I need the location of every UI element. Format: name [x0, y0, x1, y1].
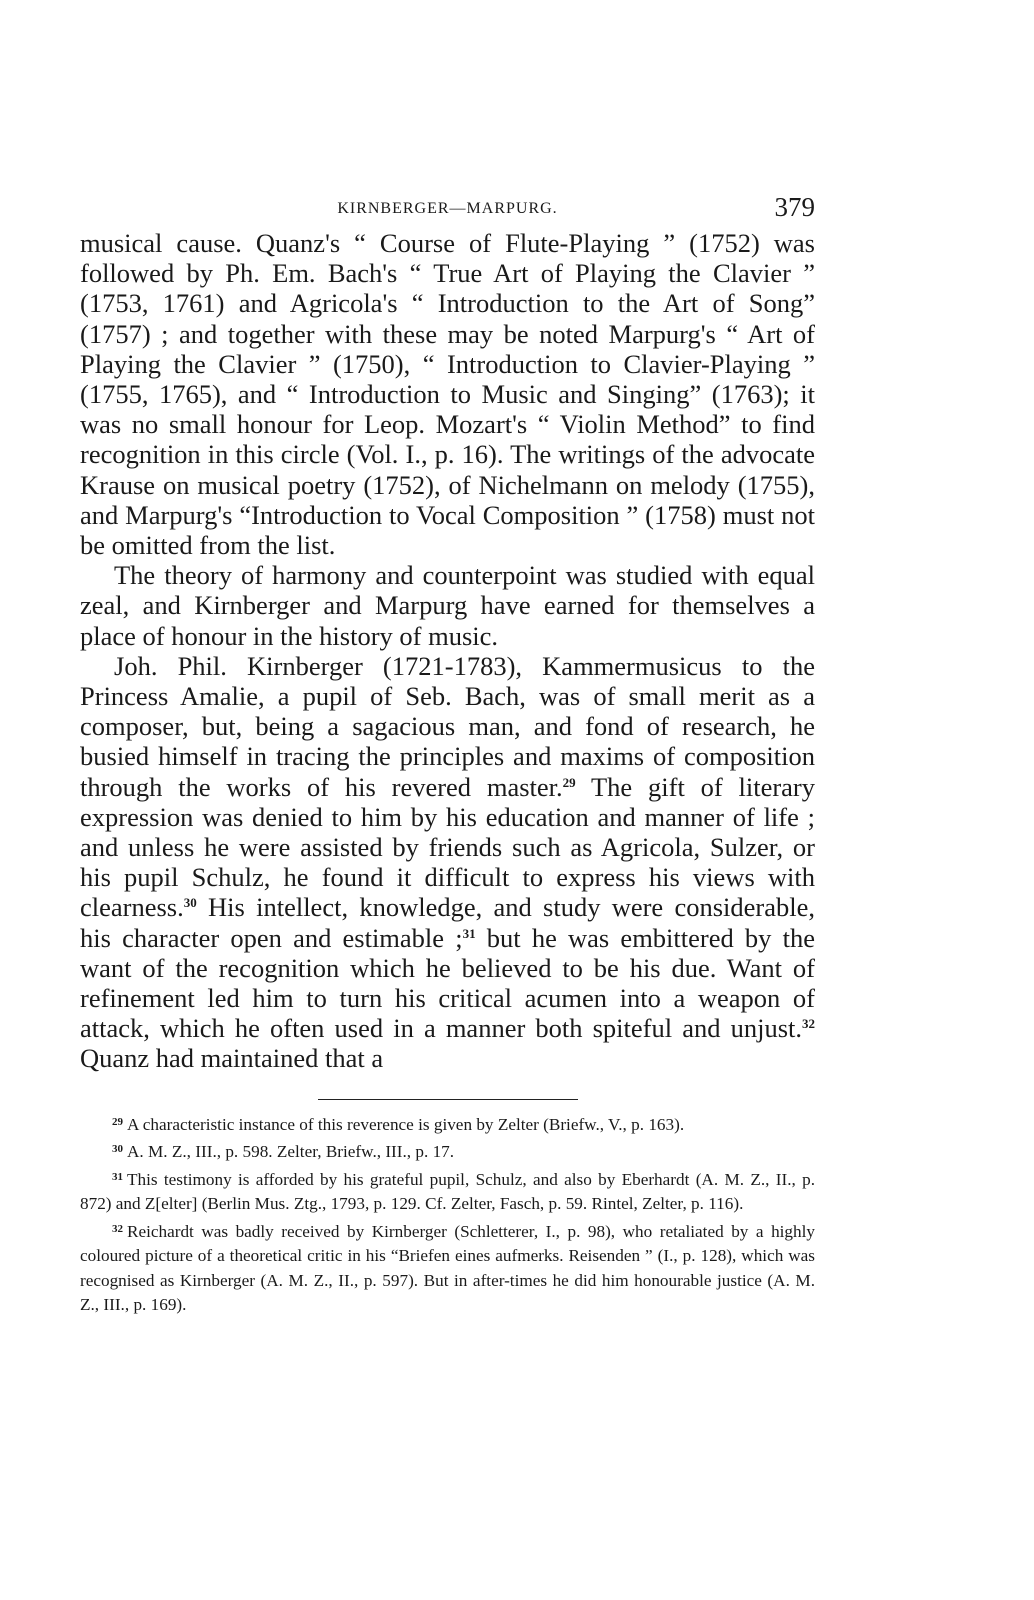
footnote-text: A. M. Z., III., p. 598. Zelter, Briefw., III., p. 17.	[127, 1142, 455, 1162]
paragraph-3-text-d: but he was embittered by the want of the recognition which he believed to be his due. Want of refinement led him to turn his critical acumen into a weapon of attack, which he often used in a manner both spiteful and unjust.	[80, 922, 815, 1044]
note-ref-32[interactable]: 32	[802, 1016, 815, 1032]
footnote-number: 32	[112, 1222, 123, 1235]
footnote-number: 29	[112, 1115, 123, 1128]
footnote-32	[80, 1217, 815, 1318]
running-head	[80, 188, 815, 228]
body-text	[80, 228, 815, 1074]
paragraph-3-text-c: His intellect, knowledge, and study were considerable, his character open and estimable ;	[80, 892, 815, 953]
paragraph-3-text-b: The gift of literary expression was denied to him by his education and manner of life ; and unless he were assisted by friends such as Agricola, Sulzer, or his pupil Schulz, he found it difficult to express his views with clearness.	[80, 771, 816, 923]
footnote-divider	[318, 1099, 578, 1100]
footnote-30	[80, 1137, 815, 1165]
footnote-29	[80, 1110, 815, 1138]
paragraph-2	[80, 560, 815, 651]
paragraph-3-text-a: Joh. Phil. Kirnberger (1721-1783), Kammermusicus to the Princess Amalie, a pupil of Seb. Bach, was of small merit as a composer, but, being a sagacious man, and fond of research, he busied himself in tracing the principles and maxims of composition through the works of his revered master.	[80, 650, 815, 802]
footnote-number: 31	[112, 1170, 123, 1183]
page-number: 379	[774, 192, 815, 222]
running-title: KIRNBERGER—MARPURG.	[337, 200, 558, 217]
paragraph-1	[80, 228, 815, 560]
note-ref-29[interactable]: 29	[562, 774, 576, 790]
footnote-text: A characteristic instance of this reverence is given by Zelter (Briefw., V., p. 163).	[127, 1114, 685, 1134]
paragraph-2-text: The theory of harmony and counterpoint was studied with equal zeal, and Kirnberger and Marpurg have earned for themselves a place of honour in the history of music.	[80, 560, 815, 651]
footnote-text: Reichardt was badly received by Kirnberger (Schletterer, I., p. 98), who retaliated by a highly coloured picture of a theoretical critic in his “Briefen eines aufmerks. Reisenden ” (I., p. 128), which was recognised as Kirnberger (A. M. Z., II., p. 597). But in after-times he did him honourable justice (A. M. Z., III., p. 169).	[80, 1221, 815, 1315]
paragraph-1-text: musical cause. Quanz's “ Course of Flute-Playing ” (1752) was followed by Ph. Em. Bach's “ True Art of Playing the Clavier ” (1753, 1761) and Agricola's “ Introduction to the Art of Song” (1757) ; and together with these may be noted Marpurg's “ Art of Playing the Clavier ” (1750), “ Introduction to Clavier-Playing ” (1755, 1765), and “ Introduction to Music and Singing” (1763); it was no small honour for Leop. Mozart's “ Violin Method” to find recognition in this circle (Vol. I., p. 16). The writings of the advocate Krause on musical poetry (1752), of Nichelmann on melody (1755), and Marpurg's “Introduction to Vocal Composition ” (1758) must not be omitted from the list.	[80, 228, 815, 561]
note-ref-30[interactable]: 30	[183, 895, 197, 911]
footnote-number: 30	[112, 1143, 123, 1156]
note-ref-31[interactable]: 31	[462, 925, 476, 941]
paragraph-3	[80, 651, 815, 1074]
book-page	[80, 188, 815, 1318]
footnote-31	[80, 1165, 815, 1217]
paragraph-3-text-e: Quanz had maintained that a	[80, 1043, 384, 1074]
footnotes	[80, 1110, 815, 1318]
footnote-text: This testimony is afforded by his grateful pupil, Schulz, and also by Eberhardt (A. M. Z., II., p. 872) and Z[elter] (Berlin Mus. Ztg., 1793, p. 129. Cf. Zelter, Fasch, p. 59. Rintel, Zelter, p. 116).	[80, 1169, 815, 1214]
